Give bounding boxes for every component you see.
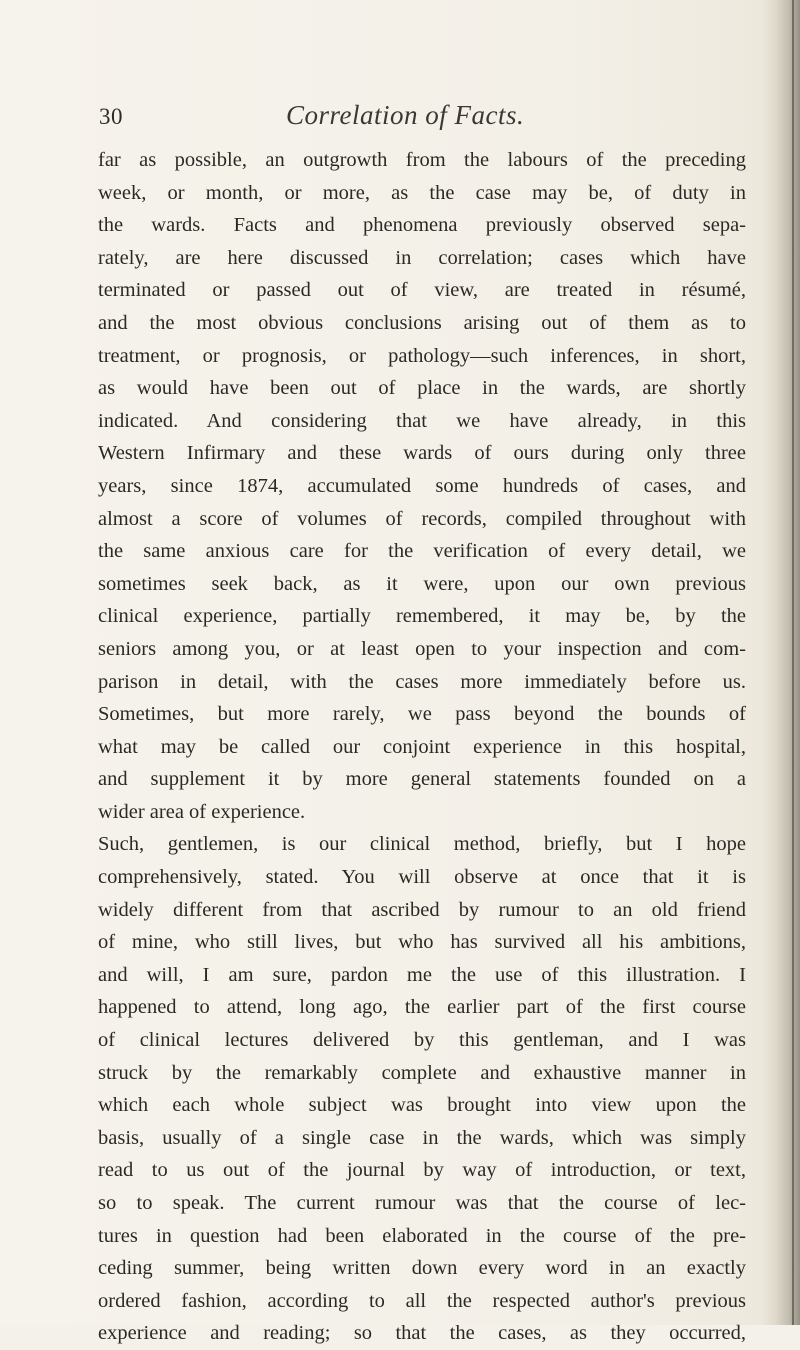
text-line: of clinical lectures delivered by this gentleman, and I was — [98, 1029, 746, 1052]
text-line: experience and reading; so that the cases, as they occurred, — [98, 1322, 746, 1345]
text-line: terminated or passed out of view, are treated in résumé, — [98, 279, 746, 302]
text-line: almost a score of volumes of records, compiled throughout with — [98, 507, 746, 530]
running-title: Correlation of Facts. — [286, 100, 525, 130]
text-line: Western Infirmary and these wards of ours during only three — [98, 442, 746, 465]
text-line: parison in detail, with the cases more immediately before us. — [98, 670, 746, 693]
text-line: widely different from that ascribed by rumour to an old friend — [98, 898, 746, 921]
text-line: read to us out of the journal by way of introduction, or text, — [98, 1159, 746, 1182]
text-line: the wards. Facts and phenomena previously observed sepa- — [98, 214, 746, 237]
text-line: rately, are here discussed in correlation; cases which have — [98, 246, 746, 269]
text-line: treatment, or prognosis, or pathology—such inferences, in short, — [98, 344, 746, 367]
text-line: the same anxious care for the verification of every detail, we — [98, 540, 746, 563]
text-line: and supplement it by more general statements founded on a — [98, 768, 746, 791]
text-line: so to speak. The current rumour was that the course of lec- — [98, 1192, 746, 1214]
text-line: seniors among you, or at least open to your inspection and com- — [98, 637, 746, 660]
text-line: clinical experience, partially remembered, it may be, by the — [98, 605, 746, 628]
text-line: Sometimes, but more rarely, we pass beyond the bounds of — [98, 703, 746, 726]
page-edge-shadow — [762, 0, 800, 1325]
text-line: ordered fashion, according to all the respected author's previous — [98, 1289, 746, 1312]
text-line: and the most obvious conclusions arising out of them as to — [98, 311, 746, 334]
text-line: Such, gentlemen, is our clinical method, briefly, but I hope — [98, 833, 746, 856]
text-line: of mine, who still lives, but who has survived all his ambitions, — [98, 931, 746, 954]
text-line: indicated. And considering that we have already, in this — [98, 409, 746, 432]
running-head — [0, 100, 800, 140]
text-line: wider area of experience. — [98, 800, 306, 823]
text-line: sometimes seek back, as it were, upon our own previous — [98, 572, 746, 595]
text-line: far as possible, an outgrowth from the labours of the preceding — [98, 149, 746, 171]
text-line: and will, I am sure, pardon me the use of this illustration. I — [98, 963, 746, 986]
text-line: happened to attend, long ago, the earlier part of the first course — [98, 996, 746, 1019]
page-edge-line — [792, 0, 794, 1325]
text-line: years, since 1874, accumulated some hundreds of cases, and — [98, 474, 746, 497]
page-number: 30 — [99, 104, 123, 129]
text-line: tures in question had been elaborated in the course of the pre- — [98, 1224, 746, 1247]
text-line: week, or month, or more, as the case may be, of duty in — [98, 181, 746, 204]
text-line: comprehensively, stated. You will observe at once that it is — [98, 866, 746, 889]
text-line: as would have been out of place in the wards, are shortly — [98, 377, 746, 400]
text-line: which each whole subject was brought into view upon the — [98, 1094, 746, 1117]
text-line: basis, usually of a single case in the wards, which was simply — [98, 1126, 746, 1149]
text-line: what may be called our conjoint experience in this hospital, — [98, 735, 746, 758]
text-line: struck by the remarkably complete and exhaustive manner in — [98, 1061, 746, 1084]
text-line: ceding summer, being written down every word in an exactly — [98, 1257, 746, 1280]
